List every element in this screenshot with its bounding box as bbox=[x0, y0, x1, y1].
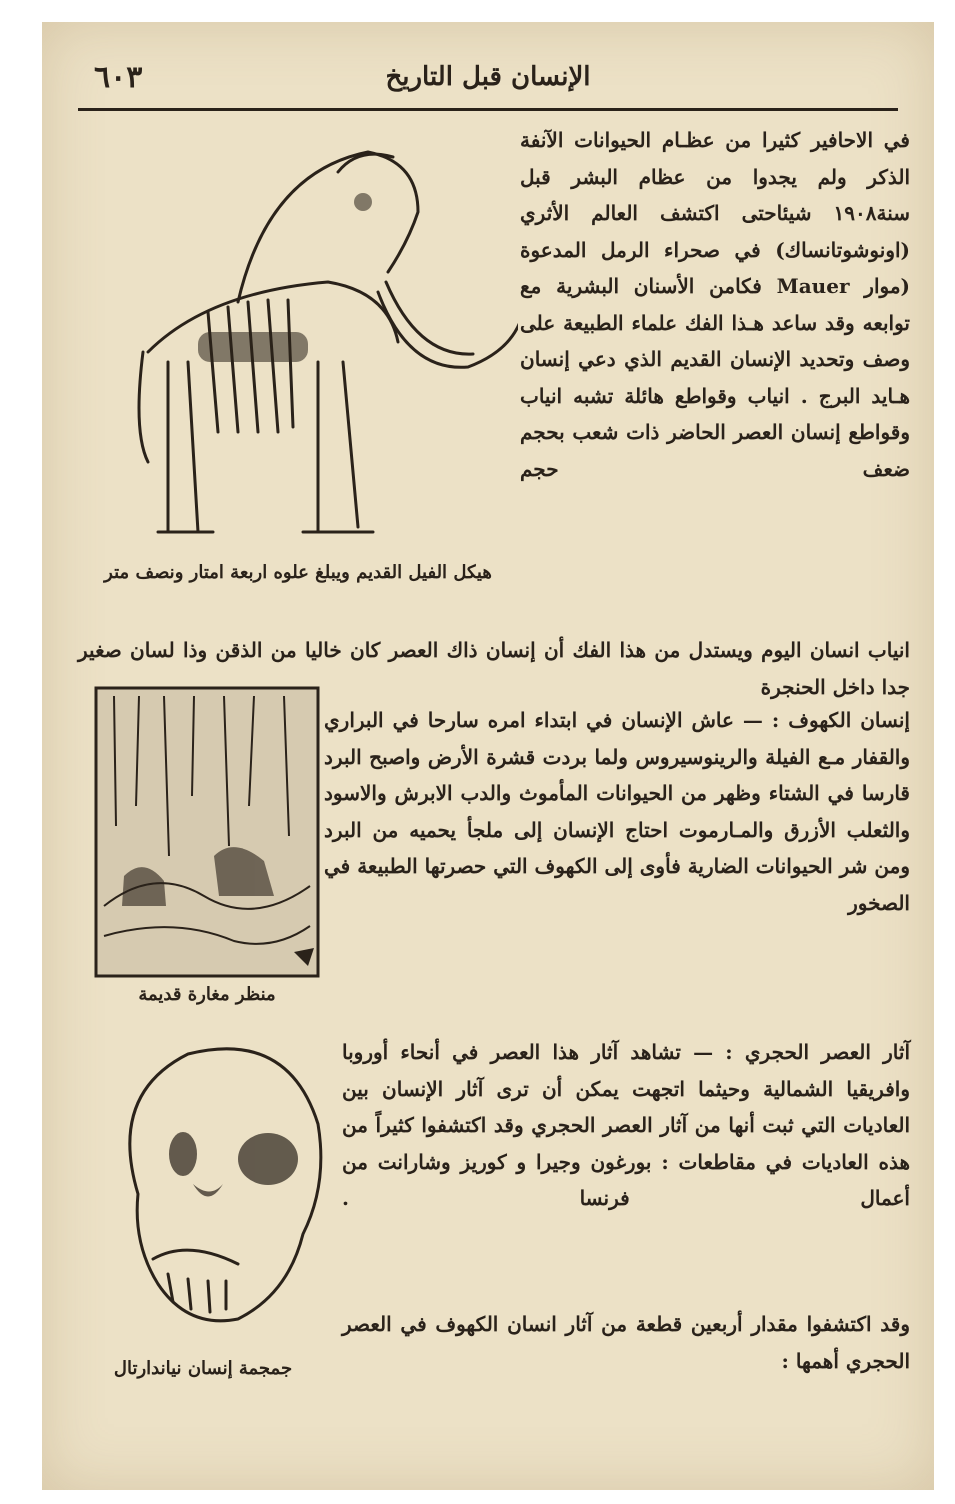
mammoth-caption: هيكل الفيل القديم ويبلغ علوه اربعة امتار ونصف متر bbox=[104, 562, 492, 583]
page-number: ٦٠٣ bbox=[94, 60, 143, 95]
paragraph-1: في الاحافير كثيرا من عظـام الحيوانات الآنفة الذكر ولم يجدوا من عظام البشر قبل سنة١٩٠٨ شيئاحتى اكتشف العالم الأثري (اونوشوتانساك) في صحراء الرمل المدعوة (موار Mauer فكامن الأسنان البشرية مع توابعه وقد ساعد هـذا الفك علماء الطبيعة على وصف وتحديد الإنسان القديم الذي دعي إنسان هـايد البرج . انياب وقواطع هائلة تشبه انياب وقواطع إنسان العصر الحاضر ذات شعب بحجم ضعف حجم bbox=[520, 128, 911, 481]
cave-scene-figure bbox=[94, 686, 320, 978]
page-header bbox=[78, 60, 898, 106]
cave-caption: منظر مغارة قديمة bbox=[138, 984, 276, 1005]
skull-caption: جمجمة إنسان نياندارتال bbox=[113, 1358, 293, 1379]
paragraph-5: وقد اكتشفوا مقدار أربعين قطعة من آثار انسان الكهوف في العصر الحجري أهمها : bbox=[342, 1312, 910, 1373]
paragraph-2: انياب انسان اليوم ويستدل من هذا الفك أن إنسان ذاك العصر كان خاليا من الذقن وذا لسان صغير جدا داخل الحنجرة bbox=[78, 638, 910, 699]
skull-figure bbox=[98, 1034, 324, 1334]
mammoth-skeleton-figure bbox=[88, 132, 518, 552]
paragraph-4: آثار العصر الحجري : — تشاهد آثار هذا العصر في أنحاء أوروبا وافريقيا الشمالية وحيثما اتجهت يمكن أن ترى آثار الإنسان بين العاديات التي ثبت أنها من آثار العصر الحجري وقد اكتشفوا كثيراً من هذه العاديات في مقاطعات : بورغون وجيرا و كوريز وشارانت من أعمال فرنسا . bbox=[342, 1040, 910, 1210]
paragraph-3: إنسان الكهوف : — عاش الإنسان في ابتداء امره سارحا في البراري والقفار مـع الفيلة والرينوسيروس ولما بردت قشرة الأرض واصبح البرد قارسا في الشتاء وظهر من الحيوانات المأموث والدب الابرش والاسود والثعلب الأزرق والمـارموت احتاج الإنسان إلى ملجأ يحميه من البرد ومن شر الحيوانات الضارية فأوى إلى الكهوف التي حصرتها الطبيعة في الصخور bbox=[324, 708, 910, 915]
running-title: الإنسان قبل التاريخ bbox=[385, 62, 591, 92]
header-rule bbox=[78, 108, 898, 111]
book-page bbox=[42, 22, 934, 1490]
